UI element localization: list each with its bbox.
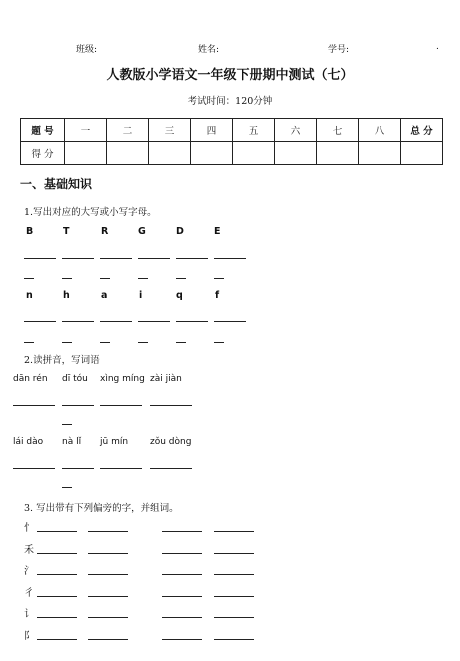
answer-line[interactable]: [24, 342, 34, 343]
answer-line[interactable]: [150, 405, 192, 406]
answer-line[interactable]: [162, 531, 202, 532]
letter-uppercase: B: [26, 226, 34, 237]
score-cell: 八: [359, 119, 401, 142]
score-table: [20, 118, 443, 165]
score-input-cell[interactable]: [149, 142, 191, 165]
letter-lowercase: a: [101, 290, 108, 301]
answer-line[interactable]: [176, 321, 208, 322]
answer-line[interactable]: [37, 553, 77, 554]
answer-line[interactable]: [62, 487, 72, 488]
pinyin: xìng míng: [100, 374, 145, 384]
answer-line[interactable]: [100, 258, 132, 259]
pinyin: nà lǐ: [62, 437, 82, 447]
answer-line[interactable]: [214, 321, 246, 322]
answer-line[interactable]: [214, 639, 254, 640]
answer-line[interactable]: [162, 639, 202, 640]
page-title: 人教版小学语文一年级下册期中测试（七）: [106, 68, 354, 83]
score-input-cell[interactable]: [317, 142, 359, 165]
answer-line[interactable]: [176, 278, 186, 279]
score-cell: 题 号: [21, 119, 65, 142]
score-input-cell[interactable]: [401, 142, 443, 165]
name-label: 姓名:: [198, 45, 220, 55]
answer-line[interactable]: [150, 468, 192, 469]
answer-line[interactable]: [24, 321, 56, 322]
answer-line[interactable]: [37, 531, 77, 532]
answer-line[interactable]: [13, 468, 55, 469]
answer-line[interactable]: [100, 405, 142, 406]
score-input-cell[interactable]: [107, 142, 149, 165]
answer-line[interactable]: [162, 596, 202, 597]
score-cell: 五: [233, 119, 275, 142]
answer-line[interactable]: [88, 574, 128, 575]
score-cell: 七: [317, 119, 359, 142]
score-input-cell[interactable]: [65, 142, 107, 165]
letter-uppercase: E: [214, 226, 221, 237]
answer-line[interactable]: [100, 468, 142, 469]
letter-lowercase: h: [63, 290, 70, 301]
answer-line[interactable]: [37, 639, 77, 640]
answer-line[interactable]: [214, 258, 246, 259]
answer-line[interactable]: [24, 278, 34, 279]
score-cell: 二: [107, 119, 149, 142]
score-row-label: 得 分: [21, 142, 65, 165]
answer-line[interactable]: [176, 258, 208, 259]
answer-line[interactable]: [214, 574, 254, 575]
answer-line[interactable]: [138, 321, 170, 322]
radical: 讠: [24, 609, 34, 620]
pinyin: zǒu dòng: [150, 437, 192, 447]
score-cell: 六: [275, 119, 317, 142]
answer-line[interactable]: [62, 342, 72, 343]
score-input-cell[interactable]: [191, 142, 233, 165]
answer-line[interactable]: [138, 278, 148, 279]
question-1-prompt: 1.写出对应的大写或小写字母。: [24, 207, 157, 218]
answer-line[interactable]: [88, 553, 128, 554]
pinyin: dī tóu: [62, 374, 88, 384]
answer-line[interactable]: [88, 617, 128, 618]
header-dot: .: [436, 42, 439, 52]
answer-line[interactable]: [176, 342, 186, 343]
letter-lowercase: n: [26, 290, 33, 301]
pinyin: jū mín: [100, 437, 129, 447]
radical: 彳: [24, 588, 34, 599]
score-table-score-row: [21, 142, 443, 165]
answer-line[interactable]: [62, 278, 72, 279]
class-label: 班级:: [76, 45, 98, 55]
letter-uppercase: D: [176, 226, 184, 237]
radical: 氵: [24, 566, 34, 577]
answer-line[interactable]: [62, 468, 94, 469]
exam-time: 考试时间：120分钟: [187, 96, 273, 107]
answer-line[interactable]: [37, 574, 77, 575]
letter-lowercase: q: [176, 290, 183, 301]
answer-line[interactable]: [62, 258, 94, 259]
letter-uppercase: R: [101, 226, 109, 237]
answer-line[interactable]: [24, 258, 56, 259]
score-input-cell[interactable]: [233, 142, 275, 165]
student-id-label: 学号:: [328, 45, 350, 55]
section-heading: 一、基础知识: [20, 177, 93, 191]
answer-line[interactable]: [100, 342, 110, 343]
answer-line[interactable]: [162, 574, 202, 575]
answer-line[interactable]: [37, 617, 77, 618]
answer-line[interactable]: [13, 405, 55, 406]
answer-line[interactable]: [100, 321, 132, 322]
pinyin: dān rén: [13, 374, 48, 384]
score-input-cell[interactable]: [359, 142, 401, 165]
answer-line[interactable]: [214, 342, 224, 343]
answer-line[interactable]: [138, 342, 148, 343]
score-cell: 总 分: [401, 119, 443, 142]
letter-lowercase: i: [139, 290, 143, 301]
answer-line[interactable]: [214, 596, 254, 597]
answer-line[interactable]: [214, 617, 254, 618]
answer-line[interactable]: [138, 258, 170, 259]
pinyin: zài jiàn: [150, 374, 182, 384]
answer-line[interactable]: [88, 639, 128, 640]
score-table-header-row: [21, 119, 443, 142]
score-cell: 四: [191, 119, 233, 142]
letter-uppercase: G: [138, 226, 146, 237]
score-cell: 三: [149, 119, 191, 142]
letter-uppercase: T: [63, 226, 70, 237]
answer-line[interactable]: [88, 596, 128, 597]
answer-line[interactable]: [62, 321, 94, 322]
answer-line[interactable]: [214, 531, 254, 532]
pinyin: lái dào: [13, 437, 44, 447]
answer-line[interactable]: [214, 278, 224, 279]
answer-line[interactable]: [62, 405, 94, 406]
answer-line[interactable]: [162, 617, 202, 618]
answer-line[interactable]: [62, 424, 72, 425]
question-3-prompt: 3. 写出带有下列偏旁的字，并组词。: [24, 503, 179, 514]
answer-line[interactable]: [162, 553, 202, 554]
radical: 忄: [24, 523, 34, 534]
score-input-cell[interactable]: [275, 142, 317, 165]
radical: 禾: [24, 545, 34, 556]
question-2-prompt: 2.读拼音，写词语: [24, 355, 100, 366]
answer-line[interactable]: [100, 278, 110, 279]
answer-line[interactable]: [88, 531, 128, 532]
answer-line[interactable]: [214, 553, 254, 554]
letter-lowercase: f: [215, 290, 220, 301]
radical: 阝: [24, 631, 34, 642]
answer-line[interactable]: [37, 596, 77, 597]
score-cell: 一: [65, 119, 107, 142]
